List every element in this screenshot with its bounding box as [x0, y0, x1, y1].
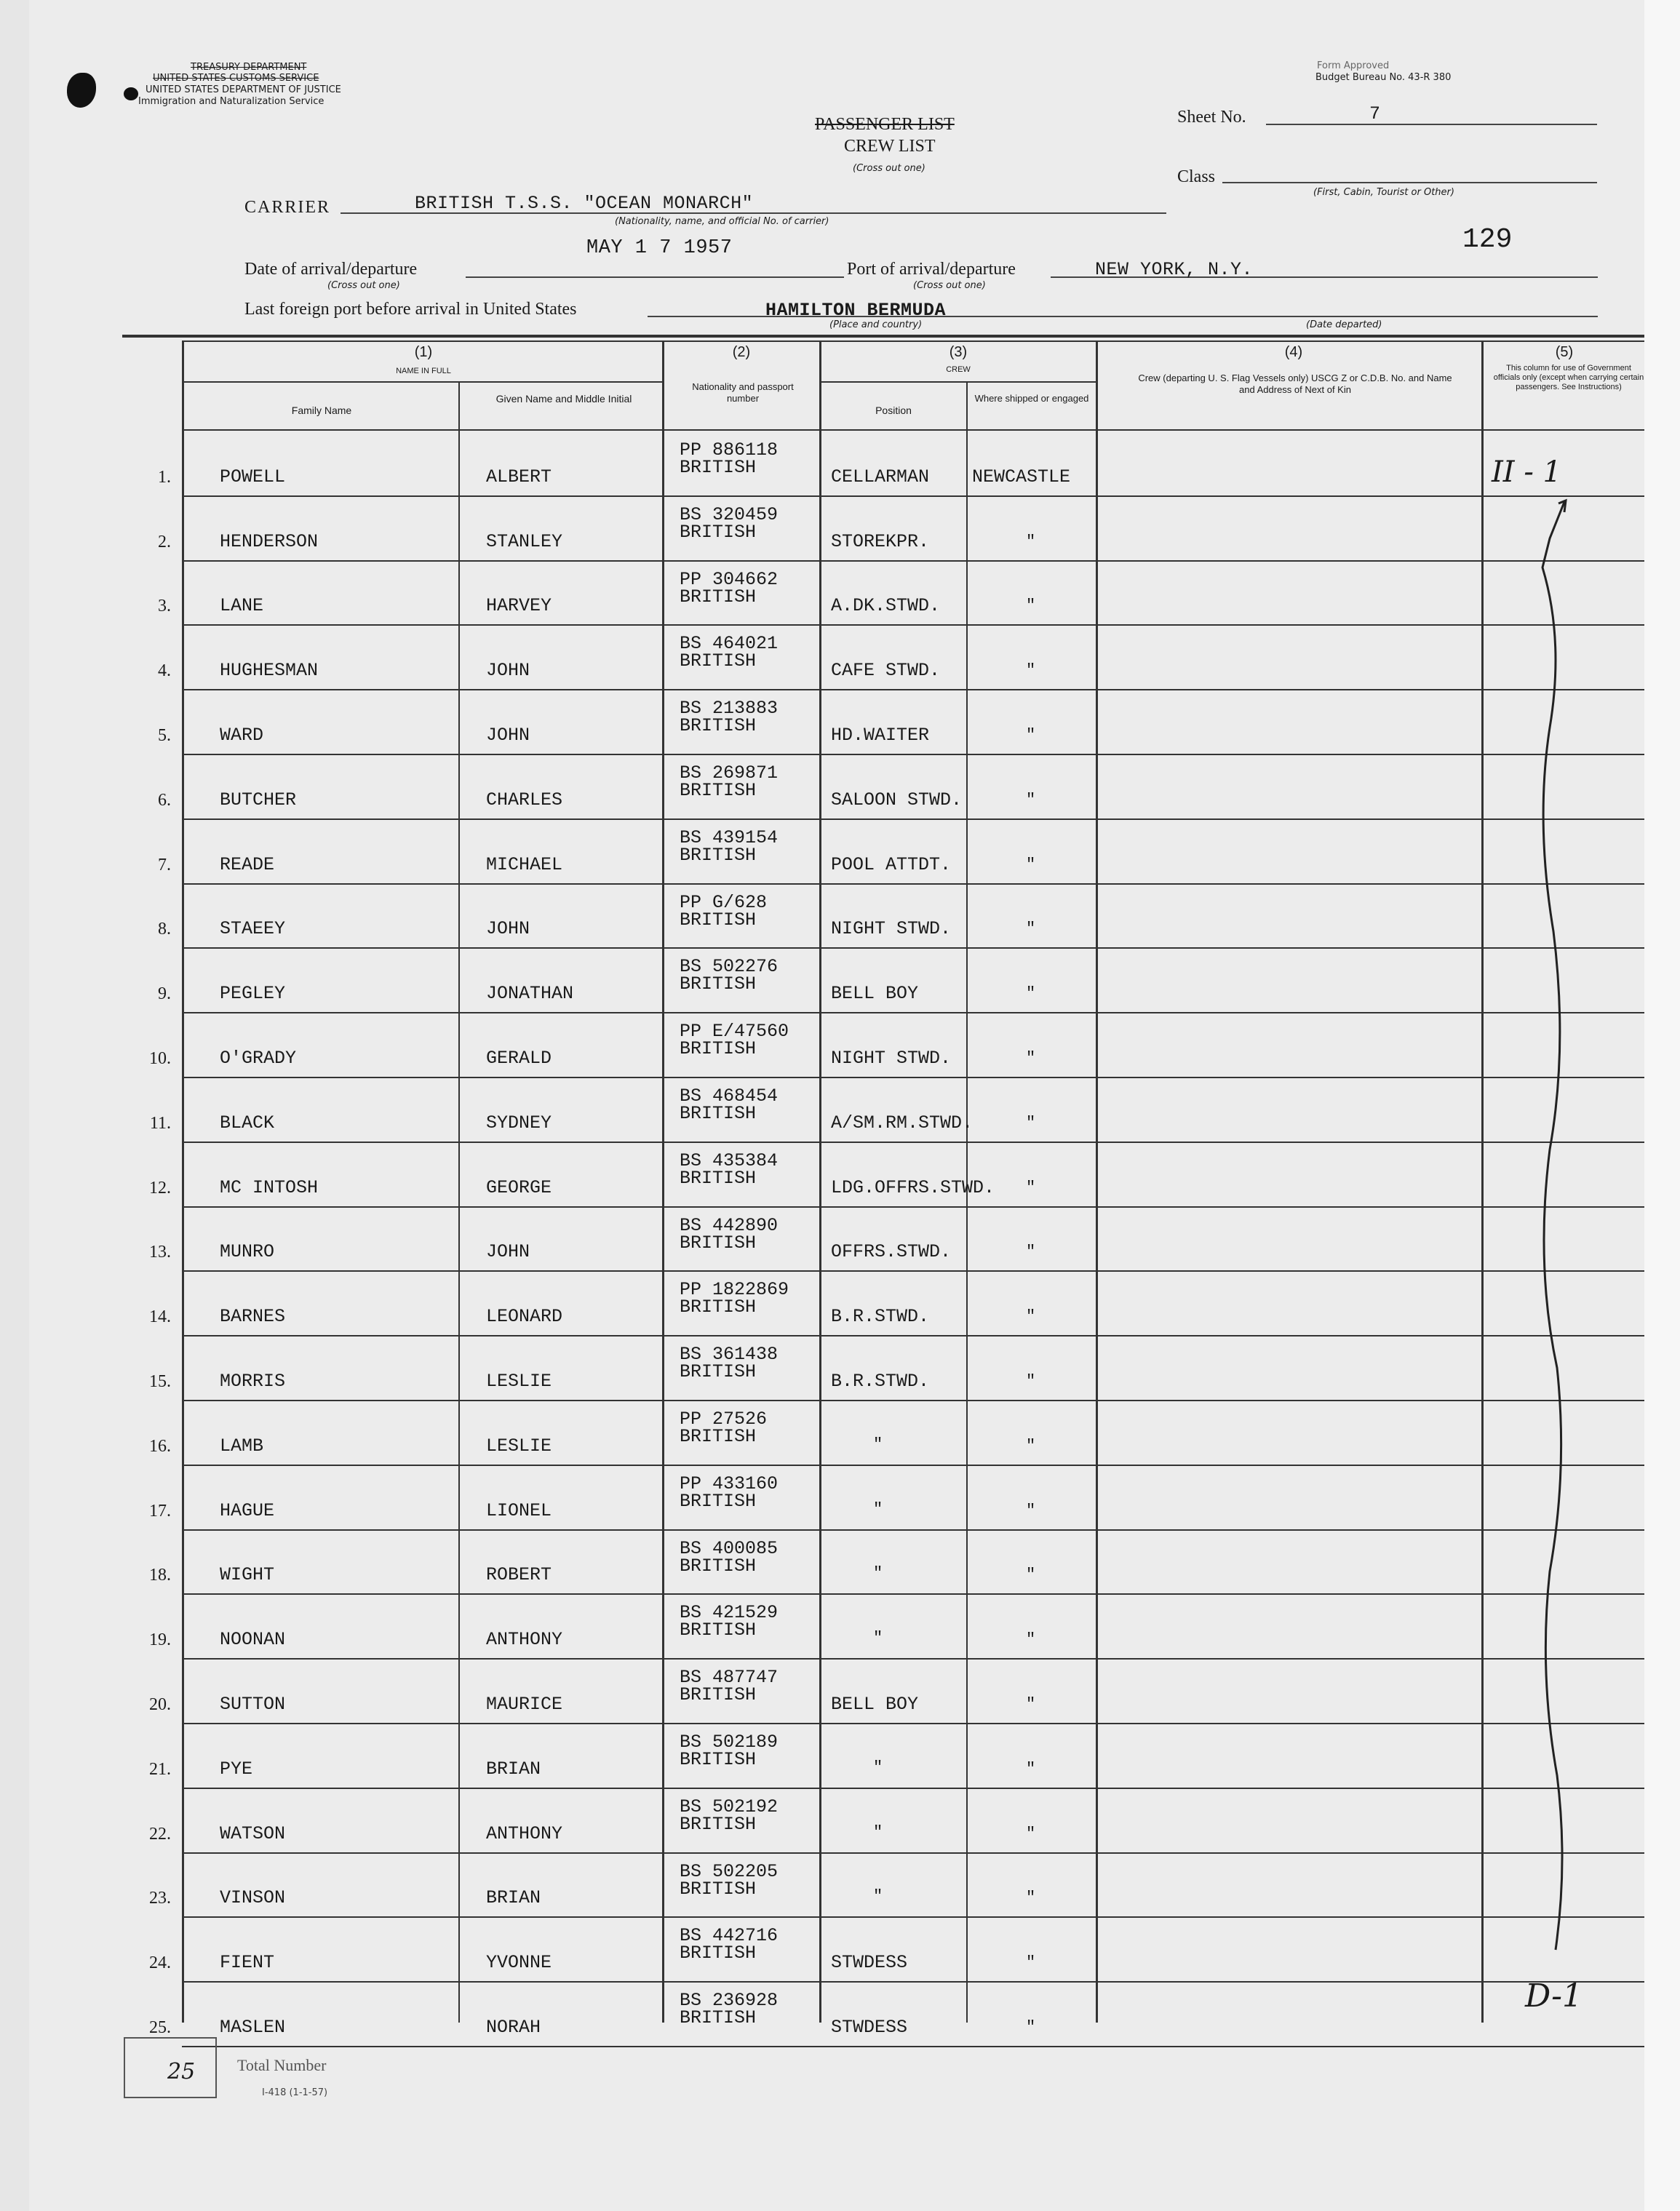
given-name: MAURICE	[486, 1694, 563, 1715]
nationality: BRITISH	[680, 909, 757, 931]
grid-col3	[819, 342, 821, 2023]
agency-line-1: TREASURY DEPARTMENT	[191, 62, 307, 73]
shipped-port: NEWCASTLE	[972, 466, 1071, 487]
col3-sub-rule	[821, 381, 1096, 383]
row-rule	[182, 1400, 1644, 1401]
carrier-label: CARRIER	[244, 198, 331, 217]
shipped-port: "	[1026, 1566, 1036, 1584]
col3-number: (3)	[949, 344, 968, 360]
passport-number: BS 213883	[680, 698, 779, 719]
passport-number: BS 439154	[680, 827, 779, 848]
row-rule	[182, 883, 1644, 885]
col-crew: CREW	[946, 365, 971, 374]
row-number: 9.	[158, 984, 171, 1003]
position: "	[873, 1758, 883, 1777]
handwritten-bottom-mark: D-1	[1525, 1977, 1583, 2015]
family-name: MUNRO	[220, 1241, 275, 1262]
row-rule	[182, 1077, 1644, 1078]
family-name: READE	[220, 854, 275, 875]
col4-description: Crew (departing U. S. Flag Vessels only) USCG Z or C.D.B. No. and Name and Address of Next of Kin	[1138, 373, 1452, 395]
arrival-hint: (Cross out one)	[327, 280, 400, 291]
family-name: NOONAN	[220, 1629, 286, 1650]
passport-number: BS 320459	[680, 504, 779, 525]
document-page	[29, 0, 1644, 2211]
budget-bureau: Budget Bureau No. 43-R 380	[1315, 72, 1452, 83]
grid-col5	[1481, 342, 1484, 2023]
col-position: Position	[875, 405, 912, 416]
row-number: 10.	[149, 1049, 171, 1068]
row-rule	[182, 754, 1644, 755]
given-name: STANLEY	[486, 531, 563, 552]
shipped-port: "	[1026, 1049, 1036, 1067]
form-code: I-418 (1-1-57)	[262, 2087, 328, 2098]
class-rule	[1222, 182, 1597, 183]
given-name: LESLIE	[486, 1371, 552, 1392]
position: B.R.STWD.	[831, 1371, 930, 1392]
row-number: 25.	[149, 2018, 171, 2037]
sheet-number: 7	[1369, 103, 1381, 124]
nationality: BRITISH	[680, 1361, 757, 1382]
handwritten-wavy-line	[1499, 495, 1586, 1964]
given-name: GEORGE	[486, 1177, 552, 1198]
position: OFFRS.STWD.	[831, 1241, 952, 1262]
place-hint: (Place and country)	[829, 319, 923, 330]
nationality: BRITISH	[680, 1555, 757, 1577]
nationality: BRITISH	[680, 1491, 757, 1512]
passport-number: BS 502276	[680, 956, 779, 977]
shipped-port: "	[1026, 597, 1036, 615]
grid-col4	[1096, 342, 1098, 2023]
row-rule	[182, 1529, 1644, 1531]
arrival-label: Date of arrival/departure	[244, 260, 418, 279]
row-number: 19.	[149, 1630, 171, 1649]
passport-number: PP E/47560	[680, 1021, 789, 1042]
given-name: HARVEY	[486, 595, 552, 616]
shipped-port: "	[1026, 661, 1036, 680]
position: B.R.STWD.	[831, 1306, 930, 1327]
row-rule	[182, 1012, 1644, 1013]
shipped-port: "	[1026, 791, 1036, 809]
shipped-port: "	[1026, 1953, 1036, 1972]
row-rule	[182, 560, 1644, 562]
passport-number: PP 1822869	[680, 1279, 789, 1300]
row-rule	[182, 1206, 1644, 1208]
given-name: SYDNEY	[486, 1112, 552, 1134]
shipped-port: "	[1026, 1307, 1036, 1326]
crew-list-title: CREW LIST	[844, 137, 936, 156]
row-rule	[182, 1981, 1644, 1983]
family-name: MORRIS	[220, 1371, 286, 1392]
port-label: Port of arrival/departure	[847, 260, 1016, 279]
total-value: 25	[167, 2059, 196, 2084]
punch-blot-small	[124, 87, 138, 100]
grid-left	[182, 342, 184, 2023]
family-name: HAGUE	[220, 1500, 275, 1521]
position: "	[873, 1500, 883, 1518]
grid-col2	[662, 342, 664, 2023]
position: "	[873, 1564, 883, 1582]
given-name: CHARLES	[486, 789, 563, 810]
shipped-port: "	[1026, 533, 1036, 551]
row-number: 7.	[158, 856, 171, 875]
col1-number: (1)	[414, 344, 433, 360]
col4-number: (4)	[1284, 344, 1303, 360]
page-edge	[1644, 0, 1680, 2211]
given-name: LESLIE	[486, 1435, 552, 1457]
nationality: BRITISH	[680, 1103, 757, 1124]
row-number: 15.	[149, 1372, 171, 1391]
passport-number: PP 886118	[680, 439, 779, 461]
given-name: JOHN	[486, 918, 530, 939]
position: BELL BOY	[831, 1694, 919, 1715]
arrival-value: MAY 1 7 1957	[586, 237, 733, 259]
position: NIGHT STWD.	[831, 918, 952, 939]
position: POOL ATTDT.	[831, 854, 952, 875]
position: A.DK.STWD.	[831, 595, 941, 616]
passport-number: BS 361438	[680, 1344, 779, 1365]
shipped-port: "	[1026, 984, 1036, 1003]
sheet-rule	[1266, 124, 1597, 125]
passport-number: BS 464021	[680, 633, 779, 654]
position: STOREKPR.	[831, 531, 930, 552]
passport-number: BS 442890	[680, 1215, 779, 1236]
nationality: BRITISH	[680, 1296, 757, 1318]
handwritten-top-mark: II - 1	[1492, 455, 1561, 489]
carrier-value: BRITISH T.S.S. "OCEAN MONARCH"	[415, 193, 754, 214]
position: CELLARMAN	[831, 466, 930, 487]
shipped-port: "	[1026, 1825, 1036, 1843]
agency-line-3: UNITED STATES DEPARTMENT OF JUSTICE	[146, 84, 341, 95]
form-approved: Form Approved	[1317, 60, 1390, 71]
given-name: JOHN	[486, 660, 530, 681]
position: CAFE STWD.	[831, 660, 941, 681]
passport-number: PP G/628	[680, 892, 768, 913]
row-rule	[182, 1465, 1644, 1466]
header-bottom-rule	[182, 429, 1644, 431]
nationality: BRITISH	[680, 715, 757, 736]
shipped-port: "	[1026, 1179, 1036, 1197]
col-shipped: Where shipped or engaged	[974, 393, 1089, 404]
given-name: NORAH	[486, 2017, 541, 2038]
row-rule	[182, 1142, 1644, 1143]
position: NIGHT STWD.	[831, 1048, 952, 1069]
col5-number: (5)	[1555, 344, 1574, 360]
stamp-number: 129	[1462, 224, 1513, 255]
grid-position-shipped	[966, 381, 968, 2023]
passport-number: BS 236928	[680, 1990, 779, 2011]
given-name: ANTHONY	[486, 1629, 563, 1650]
nationality: BRITISH	[680, 1620, 757, 1641]
row-rule	[182, 1916, 1644, 1918]
port-hint: (Cross out one)	[913, 280, 986, 291]
nationality: BRITISH	[680, 2007, 757, 2028]
given-name: ANTHONY	[486, 1823, 563, 1844]
row-number: 24.	[149, 1953, 171, 1972]
nationality: BRITISH	[680, 1879, 757, 1900]
row-rule	[182, 1788, 1644, 1789]
nationality: BRITISH	[680, 586, 757, 607]
shipped-port: "	[1026, 1760, 1036, 1778]
nationality: BRITISH	[680, 650, 757, 672]
nationality: BRITISH	[680, 845, 757, 866]
given-name: ROBERT	[486, 1564, 552, 1585]
given-name: ALBERT	[486, 466, 552, 487]
nationality: BRITISH	[680, 780, 757, 801]
passport-number: BS 442716	[680, 1925, 779, 1946]
position: STWDESS	[831, 1952, 908, 1973]
arrival-rule	[466, 276, 844, 278]
passport-number: BS 502192	[680, 1796, 779, 1817]
passport-number: BS 487747	[680, 1667, 779, 1688]
row-number: 2.	[158, 533, 171, 551]
row-rule	[182, 1852, 1644, 1854]
family-name: LAMB	[220, 1435, 264, 1457]
family-name: WIGHT	[220, 1564, 275, 1585]
family-name: O'GRADY	[220, 1048, 297, 1069]
passport-number: PP 304662	[680, 569, 779, 590]
agency-line-2: UNITED STATES CUSTOMS SERVICE	[153, 73, 319, 84]
col2-number: (2)	[732, 344, 751, 360]
given-name: JONATHAN	[486, 983, 574, 1004]
row-number: 4.	[158, 661, 171, 680]
row-number: 8.	[158, 920, 171, 939]
row-number: 13.	[149, 1243, 171, 1262]
row-number: 3.	[158, 597, 171, 616]
last-port-label: Last foreign port before arrival in United States	[244, 300, 577, 319]
given-name: MICHAEL	[486, 854, 563, 875]
position: "	[873, 1629, 883, 1647]
nationality: BRITISH	[680, 1232, 757, 1254]
col1-sub-rule	[183, 381, 664, 383]
nationality: BRITISH	[680, 1684, 757, 1705]
col1-subtitle: NAME IN FULL	[396, 367, 451, 375]
row-number: 18.	[149, 1566, 171, 1585]
nationality: BRITISH	[680, 457, 757, 478]
row-number: 12.	[149, 1179, 171, 1198]
row-rule	[182, 818, 1644, 820]
row-rule	[182, 1658, 1644, 1660]
col-nationality: Nationality and passport number	[692, 381, 794, 404]
family-name: MC INTOSH	[220, 1177, 319, 1198]
row-rule	[182, 624, 1644, 626]
position: A/SM.RM.STWD.	[831, 1112, 974, 1134]
grid-family-given	[458, 381, 460, 2023]
row-number: 11.	[149, 1114, 171, 1133]
nationality: BRITISH	[680, 973, 757, 995]
row-number: 20.	[149, 1695, 171, 1714]
row-rule	[182, 495, 1644, 497]
given-name: BRIAN	[486, 1887, 541, 1908]
nationality: BRITISH	[680, 1943, 757, 1964]
nationality: BRITISH	[680, 1814, 757, 1835]
shipped-port: "	[1026, 1889, 1036, 1907]
position: STWDESS	[831, 2017, 908, 2038]
carrier-hint: (Nationality, name, and official No. of carrier)	[615, 216, 829, 227]
nationality: BRITISH	[680, 1749, 757, 1770]
position: BELL BOY	[831, 983, 919, 1004]
row-number: 23.	[149, 1889, 171, 1908]
row-number: 5.	[158, 726, 171, 745]
cross-out-hint: (Cross out one)	[853, 163, 925, 174]
family-name: BUTCHER	[220, 789, 297, 810]
shipped-port: "	[1026, 1372, 1036, 1390]
row-number: 1.	[158, 468, 171, 487]
family-name: POWELL	[220, 466, 286, 487]
passport-number: BS 421529	[680, 1602, 779, 1623]
shipped-port: "	[1026, 920, 1036, 938]
last-port-value: HAMILTON BERMUDA	[765, 300, 947, 321]
passenger-list-title: PASSENGER LIST	[815, 115, 955, 134]
class-hint: (First, Cabin, Tourist or Other)	[1313, 187, 1454, 198]
class-label: Class	[1177, 167, 1216, 186]
table-top-rule	[122, 335, 1644, 338]
row-number: 16.	[149, 1437, 171, 1456]
given-name: JOHN	[486, 1241, 530, 1262]
family-name: HUGHESMAN	[220, 660, 319, 681]
position: "	[873, 1823, 883, 1841]
shipped-port: "	[1026, 856, 1036, 874]
row-number: 21.	[149, 1760, 171, 1779]
family-name: HENDERSON	[220, 531, 319, 552]
col5-description: This column for use of Government officials only (except when carrying certain passengers. See Instructions)	[1493, 364, 1644, 391]
col-given-name: Given Name and Middle Initial	[495, 393, 632, 405]
row-number: 22.	[149, 1825, 171, 1844]
position: LDG.OFFRS.STWD.	[831, 1177, 995, 1198]
total-label: Total Number	[237, 2056, 327, 2074]
family-name: WATSON	[220, 1823, 286, 1844]
given-name: JOHN	[486, 725, 530, 746]
col-family-name: Family Name	[291, 405, 352, 416]
passport-number: BS 269871	[680, 762, 779, 784]
table-top-rule-2	[182, 340, 1644, 342]
family-name: BARNES	[220, 1306, 286, 1327]
agency-line-4: Immigration and Naturalization Service	[138, 96, 325, 107]
shipped-port: "	[1026, 1695, 1036, 1713]
passport-number: BS 400085	[680, 1538, 779, 1559]
shipped-port: "	[1026, 1114, 1036, 1132]
row-rule	[182, 947, 1644, 949]
family-name: WARD	[220, 725, 264, 746]
date-departed-hint: (Date departed)	[1306, 319, 1382, 330]
shipped-port: "	[1026, 2018, 1036, 2036]
family-name: BLACK	[220, 1112, 275, 1134]
row-number: 14.	[149, 1307, 171, 1326]
family-name: PEGLEY	[220, 983, 286, 1004]
family-name: LANE	[220, 595, 264, 616]
given-name: GERALD	[486, 1048, 552, 1069]
nationality: BRITISH	[680, 1168, 757, 1189]
row-rule	[182, 1335, 1644, 1336]
family-name: STAEEY	[220, 918, 286, 939]
position: HD.WAITER	[831, 725, 930, 746]
nationality: BRITISH	[680, 1038, 757, 1059]
row-rule	[182, 689, 1644, 690]
given-name: LEONARD	[486, 1306, 563, 1327]
shipped-port: "	[1026, 1437, 1036, 1455]
family-name: SUTTON	[220, 1694, 286, 1715]
passport-number: BS 502205	[680, 1861, 779, 1882]
row-number: 6.	[158, 791, 171, 810]
shipped-port: "	[1026, 1502, 1036, 1520]
passport-number: BS 468454	[680, 1085, 779, 1107]
shipped-port: "	[1026, 1243, 1036, 1261]
family-name: VINSON	[220, 1887, 286, 1908]
passport-number: PP 433160	[680, 1473, 779, 1494]
row-rule	[182, 1270, 1644, 1272]
row-rule	[182, 1723, 1644, 1724]
passport-number: BS 502189	[680, 1732, 779, 1753]
position: "	[873, 1435, 883, 1454]
family-name: MASLEN	[220, 2017, 286, 2038]
given-name: YVONNE	[486, 1952, 552, 1973]
sheet-label: Sheet No.	[1177, 108, 1246, 127]
row-rule	[182, 2046, 1644, 2047]
position: "	[873, 1887, 883, 1905]
family-name: PYE	[220, 1758, 253, 1780]
shipped-port: "	[1026, 1630, 1036, 1649]
given-name: LIONEL	[486, 1500, 552, 1521]
nationality: BRITISH	[680, 522, 757, 543]
port-value: NEW YORK, N.Y.	[1095, 259, 1254, 280]
row-number: 17.	[149, 1502, 171, 1521]
shipped-port: "	[1026, 726, 1036, 744]
family-name: FIENT	[220, 1952, 275, 1973]
position: SALOON STWD.	[831, 789, 963, 810]
row-rule	[182, 1593, 1644, 1595]
passport-number: BS 435384	[680, 1150, 779, 1171]
given-name: BRIAN	[486, 1758, 541, 1780]
passport-number: PP 27526	[680, 1409, 768, 1430]
nationality: BRITISH	[680, 1426, 757, 1447]
